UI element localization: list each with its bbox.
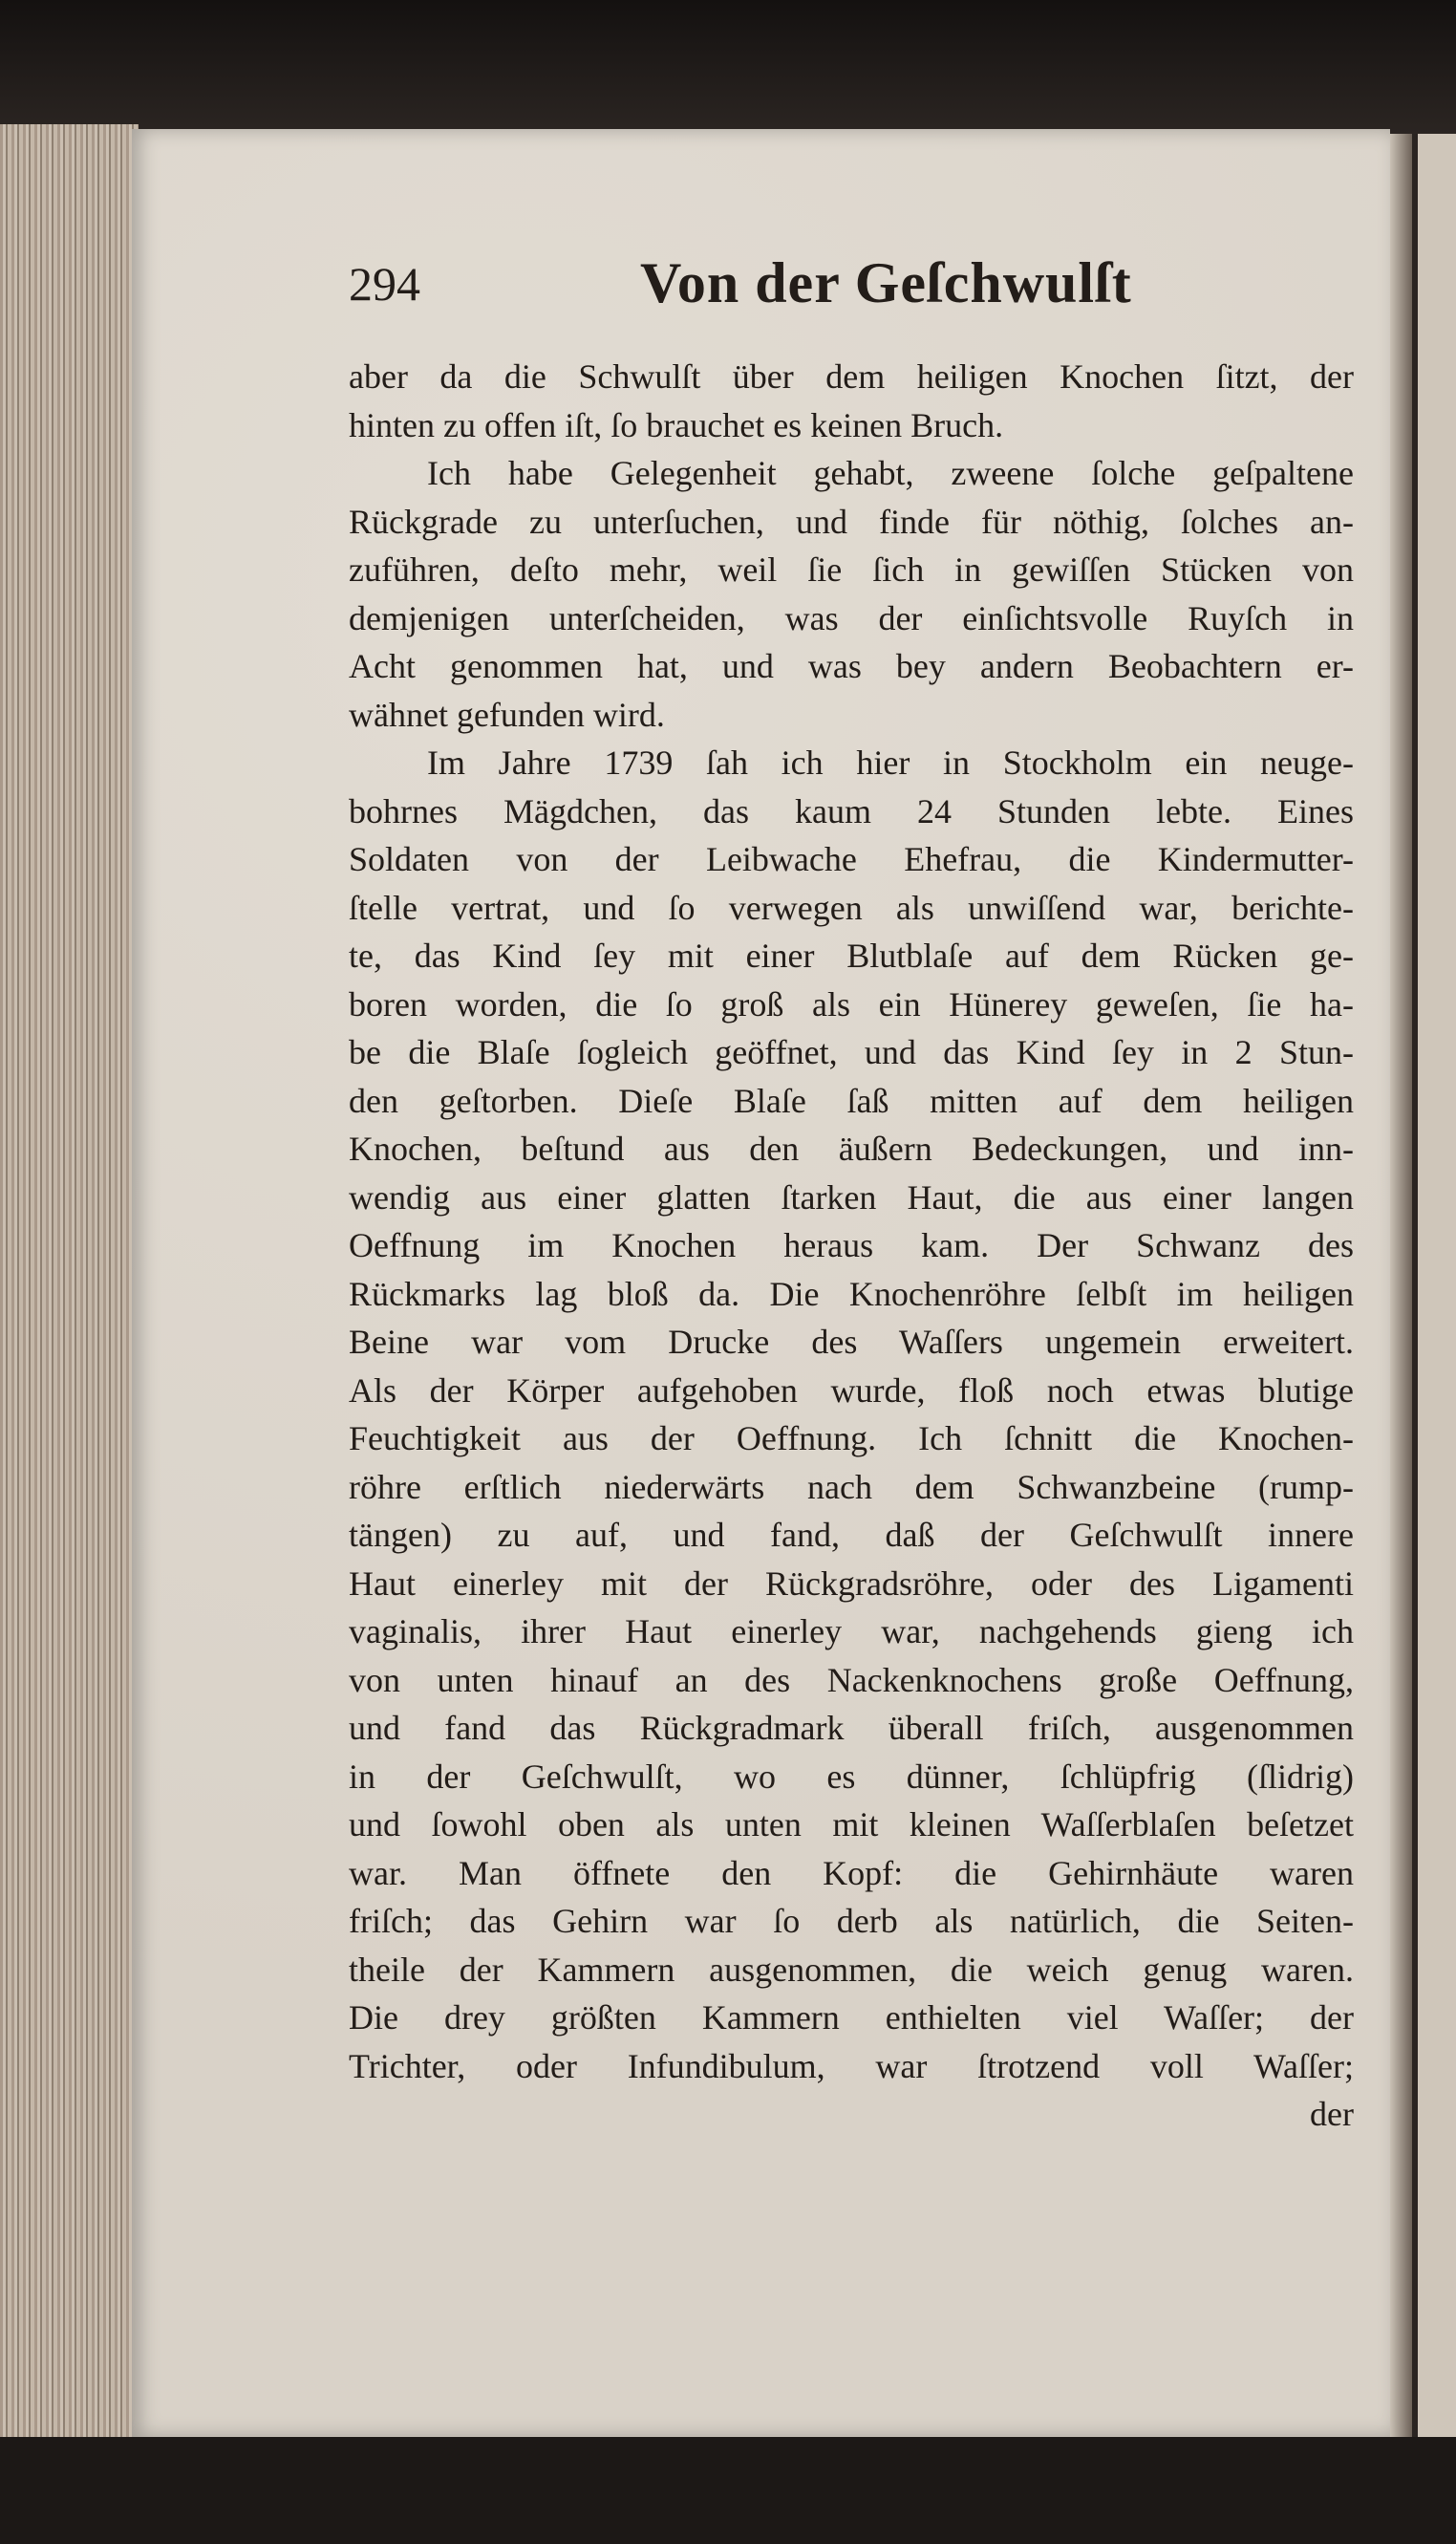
text-line: hinten zu offen iſt, ſo brauchet es keinen Bruch. <box>349 405 1004 444</box>
text-line: Als der Körper aufgehoben wurde, floß noch etwas blutige <box>349 1370 1354 1410</box>
facing-page-edge <box>1412 134 1456 2437</box>
text-line: Feuchtigkeit aus der Oeffnung. Ich ſchnitt die Knochen- <box>349 1419 1354 1457</box>
text-line: und fand das Rückgradmark überall friſch, ausgenommen <box>349 1709 1354 1747</box>
text-line: Oeffnung im Knochen heraus kam. Der Schwanz des <box>349 1226 1354 1264</box>
text-line: Trichter, oder Infundibulum, war ſtrotzend voll Waſſer; <box>349 2046 1354 2085</box>
book-gutter <box>1390 134 1412 2437</box>
page-number: 294 <box>349 257 420 311</box>
book-page-edges <box>0 124 139 2437</box>
text-line: zuführen, deſto mehr, weil ſie ſich in gewiſſen Stücken von <box>349 550 1354 589</box>
text-line: bohrnes Mägdchen, das kaum 24 Stunden lebte. Eines <box>349 791 1354 830</box>
text-line: friſch; das Gehirn war ſo derb als natürlich, die Seiten- <box>349 1902 1354 1940</box>
running-title: Von der Geſchwulſt <box>640 251 1132 314</box>
text-line: Rückgrade zu unterſuchen, und finde für nöthig, ſolches an- <box>349 502 1354 541</box>
text-line: be die Blaſe ſogleich geöffnet, und das Kind ſey in 2 Stun- <box>349 1033 1354 1071</box>
scan-background-bottom <box>0 2437 1456 2544</box>
text-line: boren worden, die ſo groß als ein Hünerey geweſen, ſie ha- <box>349 984 1354 1024</box>
scan-background-top <box>0 0 1456 134</box>
text-line: den geſtorben. Dieſe Blaſe ſaß mitten auf dem heiligen <box>349 1081 1354 1120</box>
text-line: Soldaten von der Leibwache Ehefrau, die Kindermutter- <box>349 840 1354 878</box>
text-line: Ich habe Gelegenheit gehabt, zweene ſolche geſpaltene <box>427 454 1354 492</box>
text-line: tängen) zu auf, und fand, daß der Geſchwulſt innere <box>349 1516 1354 1554</box>
text-line: Knochen, beſtund aus den äußern Bedeckungen, und inn- <box>349 1130 1354 1168</box>
text-line: röhre erſtlich niederwärts nach dem Schwanzbeine (rump- <box>349 1467 1354 1506</box>
text-line: aber da die Schwulſt über dem heiligen Knochen ſitzt, der <box>349 357 1354 396</box>
text-line: in der Geſchwulſt, wo es dünner, ſchlüpfrig (ſlidrig) <box>349 1757 1354 1796</box>
text-line: Die drey größten Kammern enthielten viel Waſſer; der <box>349 1998 1354 2037</box>
text-line: und ſowohl oben als unten mit kleinen Waſſerblaſen beſetzet <box>349 1805 1354 1843</box>
text-line: von unten hinauf an des Nackenknochens große Oeffnung, <box>349 1660 1354 1699</box>
text-line: Beine war vom Drucke des Waſſers ungemein erweitert. <box>349 1323 1354 1361</box>
text-line: war. Man öffnete den Kopf: die Gehirnhäute waren <box>349 1853 1354 1892</box>
page-header <box>349 251 1354 317</box>
text-line: vaginalis, ihrer Haut einerley war, nachgehends gieng ich <box>349 1612 1354 1650</box>
body-text <box>349 353 1354 2139</box>
text-line: wähnet gefunden wird. <box>349 695 665 734</box>
text-line: Im Jahre 1739 ſah ich hier in Stockholm ein neuge- <box>427 744 1354 782</box>
text-line: Rückmarks lag bloß da. Die Knochenröhre ſelbſt im heiligen <box>349 1274 1354 1313</box>
text-line: Acht genommen hat, und was bey andern Beobachtern er- <box>349 647 1354 685</box>
text-line: theile der Kammern ausgenommen, die weich genug waren. <box>349 1950 1354 1989</box>
text-line: wendig aus einer glatten ſtarken Haut, die aus einer langen <box>349 1177 1354 1217</box>
text-line: ſtelle vertrat, und ſo verwegen als unwiſſend war, berichte- <box>349 888 1354 927</box>
text-line: te, das Kind ſey mit einer Blutblaſe auf dem Rücken ge- <box>349 937 1354 975</box>
text-line: Haut einerley mit der Rückgradsröhre, oder des Ligamenti <box>349 1563 1354 1603</box>
text-line: demjenigen unterſcheiden, was der einſichtsvolle Ruyſch in <box>349 598 1354 637</box>
catchword: der <box>1310 2095 1354 2133</box>
